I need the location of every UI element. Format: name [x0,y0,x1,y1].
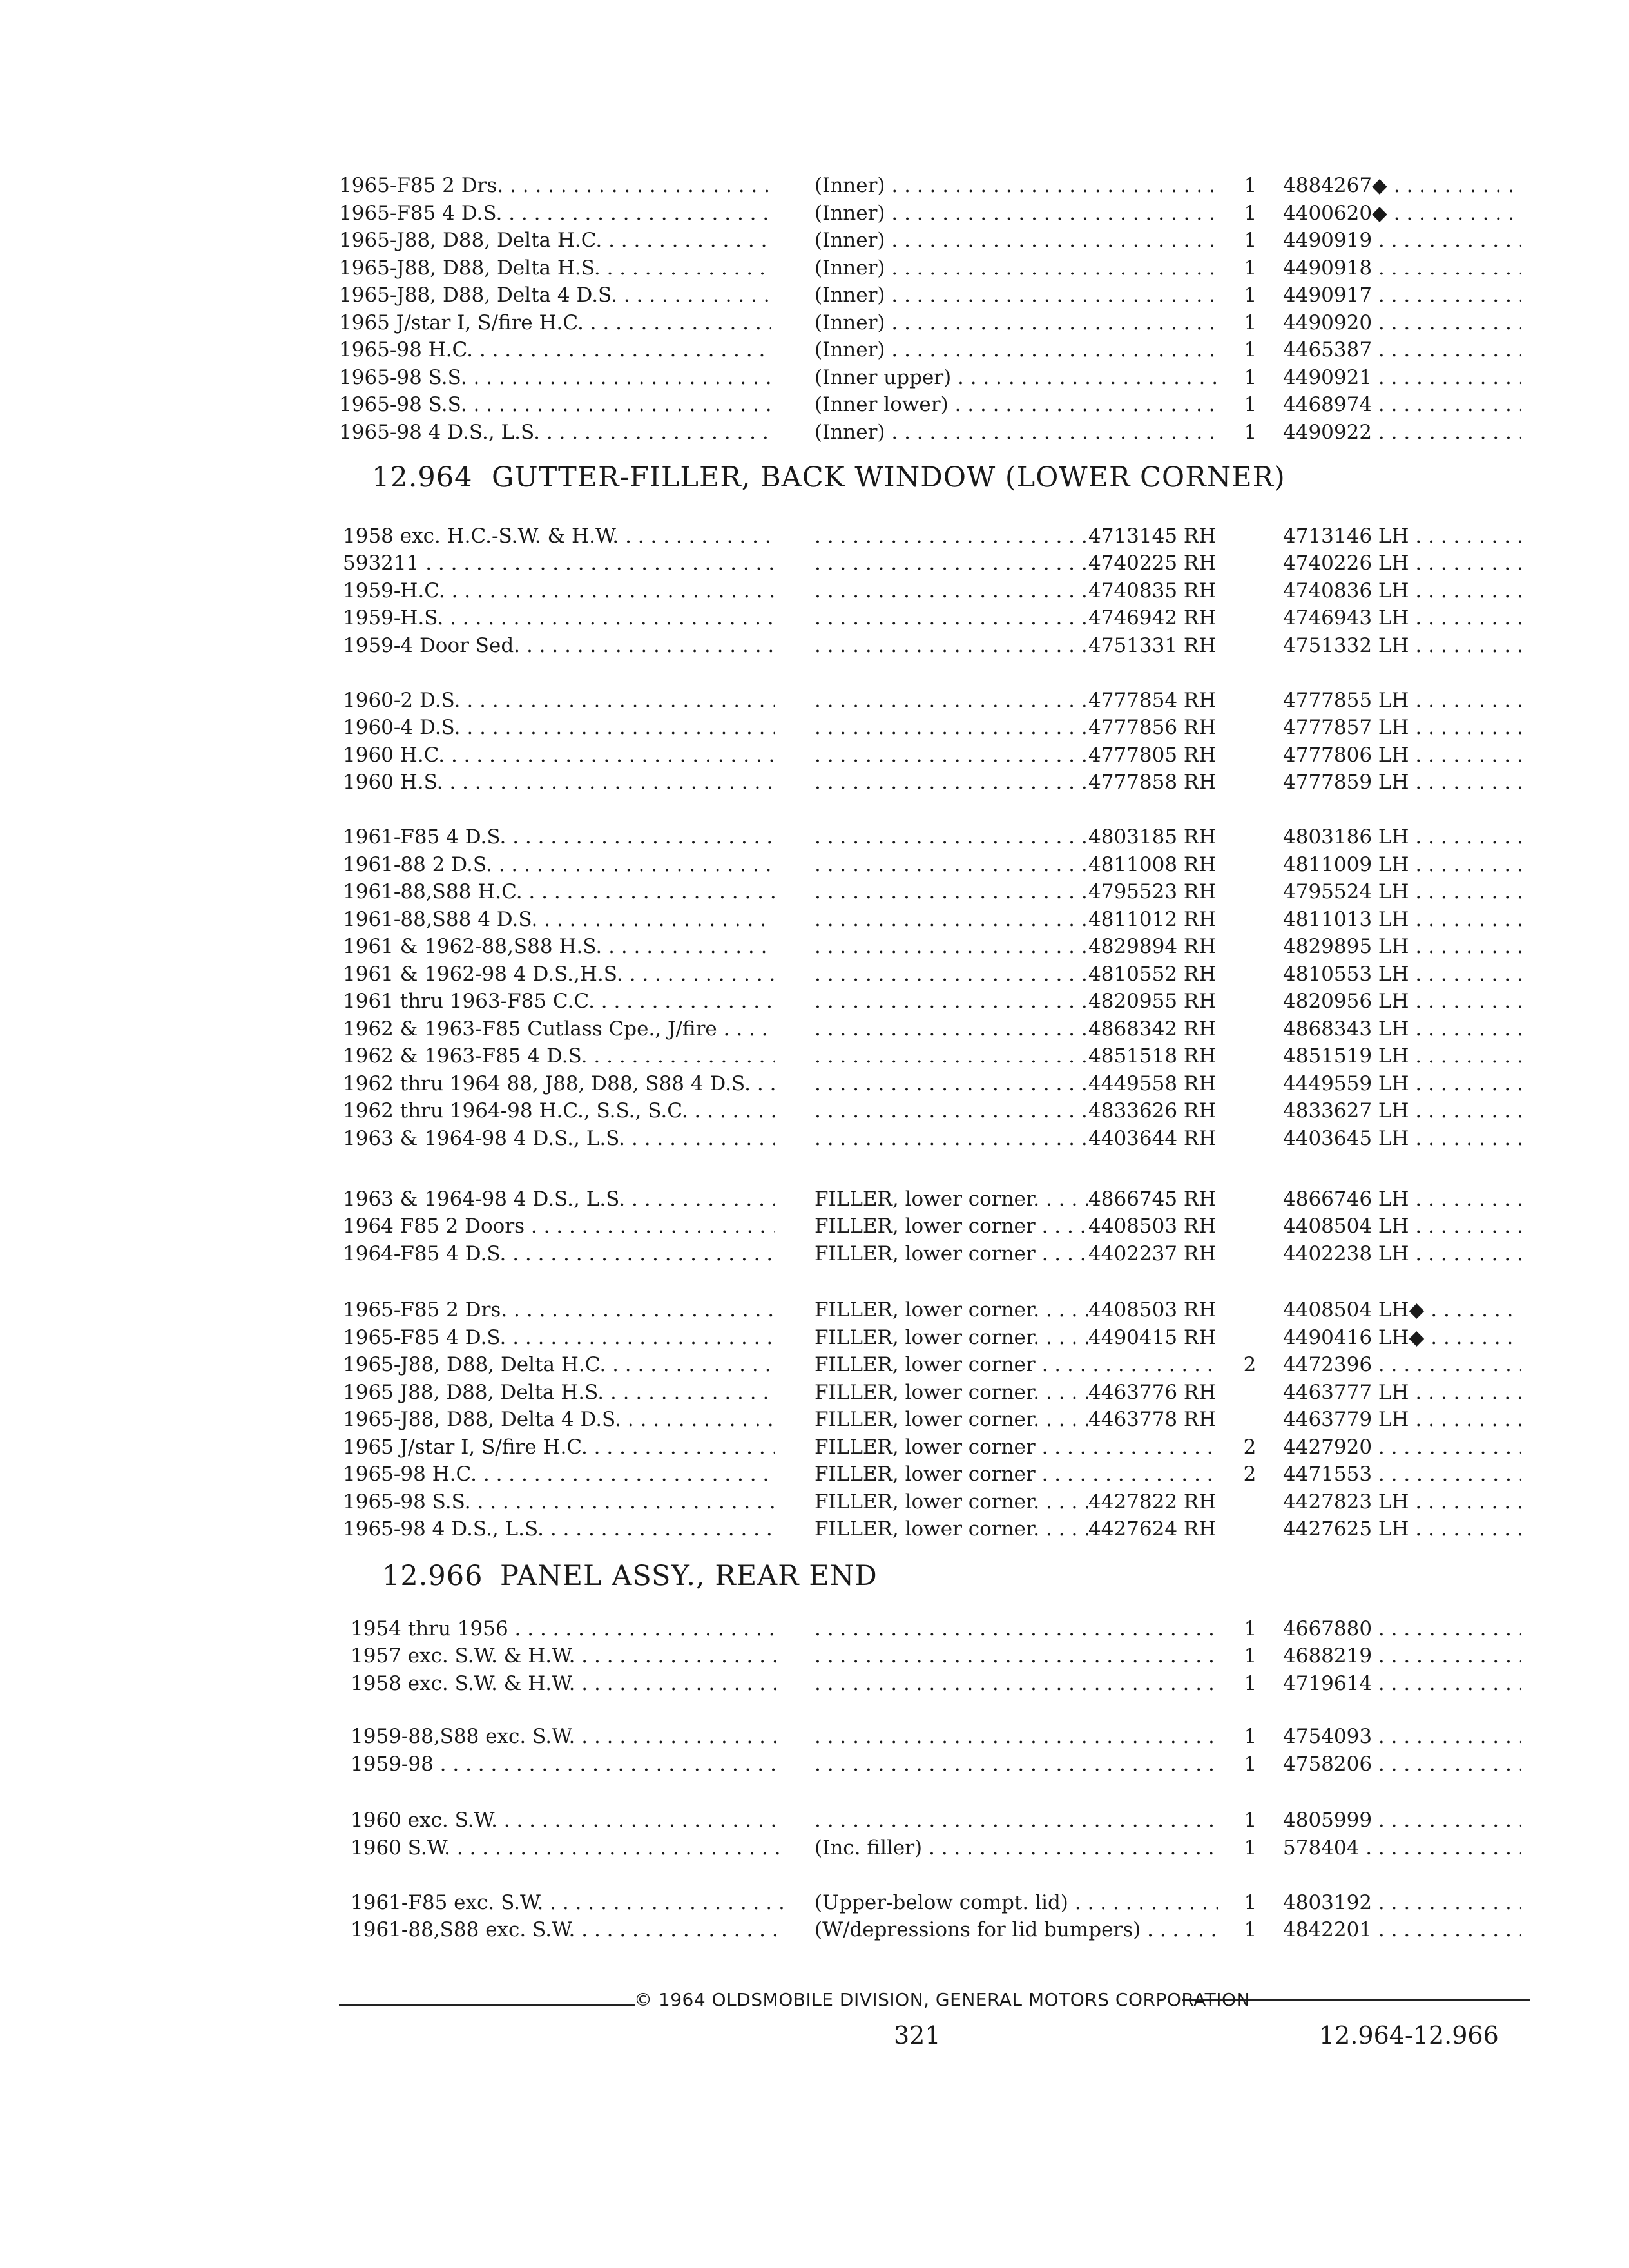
model-cell: 1961-88 2 D.S. . . . [343,850,775,879]
lh-part-number: 4408504 LH . . . [1283,1212,1521,1240]
model-cell: 1959-98 . . . [351,1750,783,1778]
section-title: GUTTER-FILLER, BACK WINDOW (LOWER CORNER) [492,461,1286,494]
table-row [343,686,1528,715]
quantity: 1 [1244,284,1257,307]
lh-part-number: 4427823 LH . . . [1283,1488,1521,1516]
rh-part-number: 4463776 RH [1088,1381,1217,1404]
table-row [343,577,1528,605]
table-row [339,363,1528,392]
lh-part-number: 4449559 LH . . . [1283,1070,1521,1098]
rh-part-number: 4490415 RH [1088,1326,1217,1349]
model-cell: 1960 H.C. . . . [343,741,775,769]
lh-part-number: 4866746 LH . . . [1283,1185,1521,1213]
model-cell: 1958 exc. H.C.-S.W. & H.W. . . . [343,522,775,550]
model-cell: 1960-2 D.S. . . . [343,686,775,715]
quantity: 1 [1244,1809,1257,1832]
table-row [351,1642,1528,1670]
table-row [339,199,1528,227]
model-cell: 1958 exc. S.W. & H.W. . . . [351,1669,783,1698]
quantity: 1 [1244,393,1257,416]
rh-part-number: 4811012 RH [1088,908,1217,931]
part-number: 4884267◆ . . . [1283,171,1521,200]
model-cell: 1961-88,S88 exc. S.W. . . . [351,1916,783,1944]
part-number: 4805999 . . . [1283,1806,1521,1834]
part-number: 4490918 . . . [1283,254,1521,282]
quantity: 2 [1243,1463,1257,1486]
part-number: 4754093 . . . [1283,1722,1521,1751]
quantity: 1 [1244,311,1257,334]
lh-part-number: 4777806 LH . . . [1283,741,1521,769]
lh-part-number: 4868343 LH . . . [1283,1015,1521,1043]
table-row [339,390,1528,419]
model-cell: 1959-H.S. . . . [343,604,775,632]
table-row [343,1070,1528,1098]
table-row [351,1888,1528,1917]
quantity: 1 [1244,1891,1257,1914]
lh-part-number: 4851519 LH . . . [1283,1042,1521,1070]
part-number: 4490919 . . . [1283,226,1521,255]
lh-part-number: 4777857 LH . . . [1283,713,1521,742]
table-row [343,987,1528,1015]
table-row [343,1350,1528,1379]
description-cell [815,1722,1218,1751]
section-range: 12.964-12.966 [1319,2021,1499,2050]
lh-part-number: 4833627 LH . . . [1283,1097,1521,1125]
lh-part-number: 4740836 LH . . . [1283,577,1521,605]
lh-part-number: 4490416 LH◆ . . . [1283,1323,1521,1352]
description-cell: (Inner) . . . [815,254,1218,282]
description-cell: FILLER, lower corner. . . . [815,1515,1088,1543]
rh-part-number: 4751331 RH [1088,634,1217,657]
lh-part-number: 4402238 LH . . . [1283,1240,1521,1268]
model-cell: 1965-98 4 D.S., L.S. . . . [339,418,771,447]
model-cell: 1962 thru 1964-98 H.C., S.S., S.C. . . . [343,1097,775,1125]
model-cell: 1959-88,S88 exc. S.W. . . . [351,1722,783,1751]
part-number: 578404 . . . [1283,1834,1521,1862]
table-row [351,1806,1528,1834]
rh-part-number: 4463778 RH [1088,1408,1217,1431]
description-cell [815,577,1088,605]
model-cell: 1959-H.C. . . . [343,577,775,605]
table-row [343,1323,1528,1352]
rh-part-number: 4795523 RH [1088,880,1217,903]
table-row [343,741,1528,769]
part-number: 4490922 . . . [1283,418,1521,447]
rh-part-number: 4777854 RH [1088,689,1217,712]
lh-part-number: 4463779 LH . . . [1283,1405,1521,1434]
part-number: 4468974 . . . [1283,390,1521,419]
model-cell: 1963 & 1964-98 4 D.S., L.S. . . . [343,1124,775,1153]
description-cell [815,1042,1088,1070]
table-row [343,1097,1528,1125]
table-row [343,604,1528,632]
rh-part-number: 4740225 RH [1088,552,1217,575]
quantity: 1 [1244,1644,1257,1667]
model-cell: 1965-98 H.C. . . . [343,1460,775,1488]
table-row [343,905,1528,934]
description-cell: (Inner lower) . . . [815,390,1218,419]
lh-part-number: 4829895 LH . . . [1283,932,1521,961]
page-number: 321 [894,2021,941,2050]
part-number: 4688219 . . . [1283,1642,1521,1670]
model-cell: 1961 thru 1963-F85 C.C. . . . [343,987,775,1015]
table-row [343,1460,1528,1488]
description-cell: (Inner) . . . [815,199,1218,227]
part-number: 4400620◆ . . . [1283,199,1521,227]
model-cell: 1965-J88, D88, Delta 4 D.S. . . . [343,1405,775,1434]
rh-part-number: 4408503 RH [1088,1298,1217,1321]
model-cell: 1964 F85 2 Doors . . . [343,1212,775,1240]
copyright-notice: © 1964 OLDSMOBILE DIVISION, GENERAL MOTORS CORPORATION [634,1989,1251,2010]
description-cell [815,1097,1088,1125]
description-cell [815,850,1088,879]
rh-part-number: 4777805 RH [1088,744,1217,767]
section-title: PANEL ASSY., REAR END [500,1560,878,1592]
lh-part-number: 4777859 LH . . . [1283,768,1521,796]
description-cell [815,1124,1088,1153]
lh-part-number: 4472396 . . . [1283,1350,1521,1379]
model-cell: 1957 exc. S.W. & H.W. . . . [351,1642,783,1670]
rh-part-number: 4740835 RH [1088,579,1217,602]
section-number: 12.966 [382,1560,483,1592]
description-cell [815,1750,1218,1778]
table-row [343,823,1528,851]
rh-part-number: 4829894 RH [1088,935,1217,958]
lh-part-number: 4811009 LH . . . [1283,850,1521,879]
lh-part-number: 4403645 LH . . . [1283,1124,1521,1153]
model-cell: 1962 & 1963-F85 Cutlass Cpe., J/fire . . . [343,1015,775,1043]
table-row [343,1212,1528,1240]
table-row [343,1433,1528,1461]
table-row [339,226,1528,255]
description-cell: FILLER, lower corner. . . . [815,1296,1088,1324]
model-cell: 1961-F85 4 D.S. . . . [343,823,775,851]
description-cell [815,932,1088,961]
description-cell [815,1642,1218,1670]
model-cell: 1954 thru 1956 . . . [351,1615,783,1643]
lh-part-number: 4408504 LH◆ . . . [1283,1296,1521,1324]
description-cell: FILLER, lower corner . . . [815,1460,1218,1488]
rh-part-number: 4713145 RH [1088,524,1217,548]
description-cell: (Inner upper) . . . [815,363,1218,392]
table-row [343,1378,1528,1407]
quantity: 1 [1244,421,1257,444]
description-cell: (Inc. filler) . . . [815,1834,1218,1862]
table-row [339,309,1528,337]
model-cell: 1960-4 D.S. . . . [343,713,775,742]
lh-part-number: 4427920 . . . [1283,1433,1521,1461]
rh-part-number: 4427822 RH [1088,1490,1217,1514]
quantity: 1 [1244,1617,1257,1640]
lh-part-number: 4811013 LH . . . [1283,905,1521,934]
rh-part-number: 4403644 RH [1088,1127,1217,1150]
part-number: 4758206 . . . [1283,1750,1521,1778]
rh-part-number: 4408503 RH [1088,1215,1217,1238]
model-cell: 1965-F85 4 D.S. . . . [339,199,771,227]
description-cell: (Inner) . . . [815,171,1218,200]
model-cell: 1965 J/star I, S/fire H.C. . . . [339,309,771,337]
part-number: 4490920 . . . [1283,309,1521,337]
rh-part-number: 4811008 RH [1088,853,1217,876]
model-cell: 1965-J88, D88, Delta H.C. . . . [339,226,771,255]
rh-part-number: 4833626 RH [1088,1099,1217,1122]
description-cell: FILLER, lower corner . . . [815,1240,1088,1268]
part-number: 4719614 . . . [1283,1669,1521,1698]
model-cell: 1965-J88, D88, Delta 4 D.S. . . . [339,281,771,309]
description-cell [815,878,1088,906]
part-number: 4803192 . . . [1283,1888,1521,1917]
section-number: 12.964 [372,461,473,494]
model-cell: 1965-98 S.S. . . . [343,1488,775,1516]
table-row [343,1296,1528,1324]
table-row [343,1015,1528,1043]
model-cell: 1965-98 S.S. . . . [339,363,771,392]
rh-part-number: 4868342 RH [1088,1017,1217,1041]
description-cell: FILLER, lower corner. . . . [815,1185,1088,1213]
description-cell [815,1015,1088,1043]
description-cell: (Inner) . . . [815,336,1218,364]
quantity: 1 [1244,202,1257,225]
lh-part-number: 4740226 LH . . . [1283,549,1521,577]
table-row [351,1834,1528,1862]
rh-part-number: 4820955 RH [1088,990,1217,1013]
description-cell [815,905,1088,934]
quantity: 2 [1243,1353,1257,1376]
table-row [343,1405,1528,1434]
table-row [343,768,1528,796]
part-number: 4842201 . . . [1283,1916,1521,1944]
lh-part-number: 4810553 LH . . . [1283,960,1521,988]
table-row [343,631,1528,660]
model-cell: 1965-F85 2 Drs. . . . [339,171,771,200]
description-cell: FILLER, lower corner . . . [815,1350,1218,1379]
description-cell: FILLER, lower corner . . . [815,1433,1218,1461]
model-cell: 1960 exc. S.W. . . . [351,1806,783,1834]
description-cell [815,549,1088,577]
model-cell: 1965-F85 4 D.S. . . . [343,1323,775,1352]
model-cell: 1965 J88, D88, Delta H.S. . . . [343,1378,775,1407]
description-cell [815,1070,1088,1098]
table-row [339,254,1528,282]
model-cell: 1963 & 1964-98 4 D.S., L.S. . . . [343,1185,775,1213]
quantity: 1 [1244,1753,1257,1776]
quantity: 1 [1244,338,1257,361]
description-cell: (Inner) . . . [815,226,1218,255]
table-row [351,1750,1528,1778]
quantity: 1 [1244,229,1257,252]
part-number: 4465387 . . . [1283,336,1521,364]
description-cell [815,631,1088,660]
model-cell: 593211 . . . [343,549,775,577]
quantity: 2 [1243,1436,1257,1459]
table-row [351,1669,1528,1698]
model-cell: 1960 H.S. . . . [343,768,775,796]
description-cell [815,522,1088,550]
table-row [343,1042,1528,1070]
description-cell: FILLER, lower corner. . . . [815,1323,1088,1352]
part-number: 4490921 . . . [1283,363,1521,392]
footer-rule-left [339,2004,635,2006]
rh-part-number: 4777858 RH [1088,771,1217,794]
lh-part-number: 4746943 LH . . . [1283,604,1521,632]
quantity: 1 [1244,1672,1257,1695]
table-row [343,1240,1528,1268]
table-row [351,1722,1528,1751]
rh-part-number: 4866745 RH [1088,1187,1217,1211]
table-row [343,932,1528,961]
description-cell [815,823,1088,851]
model-cell: 1961 & 1962-88,S88 H.S. . . . [343,932,775,961]
table-row [339,281,1528,309]
model-cell: 1961 & 1962-98 4 D.S.,H.S. . . . [343,960,775,988]
table-row [343,850,1528,879]
model-cell: 1961-88,S88 H.C. . . . [343,878,775,906]
description-cell: (Inner) . . . [815,418,1218,447]
table-row [343,1185,1528,1213]
table-row [343,1515,1528,1543]
description-cell [815,741,1088,769]
quantity: 1 [1244,174,1257,197]
description-cell [815,686,1088,715]
table-row [343,878,1528,906]
model-cell: 1965 J/star I, S/fire H.C. . . . [343,1433,775,1461]
model-cell: 1960 S.W. . . . [351,1834,783,1862]
description-cell [815,604,1088,632]
rh-part-number: 4777856 RH [1088,716,1217,739]
rh-part-number: 4746942 RH [1088,606,1217,629]
description-cell: (Inner) . . . [815,309,1218,337]
lh-part-number: 4795524 LH . . . [1283,878,1521,906]
model-cell: 1961-88,S88 4 D.S. . . . [343,905,775,934]
quantity: 1 [1244,366,1257,389]
description-cell [815,960,1088,988]
description-cell: FILLER, lower corner . . . [815,1212,1088,1240]
lh-part-number: 4777855 LH . . . [1283,686,1521,715]
table-row [351,1916,1528,1944]
table-row [343,522,1528,550]
table-row [343,713,1528,742]
quantity: 1 [1244,1918,1257,1941]
model-cell: 1965-98 4 D.S., L.S. . . . [343,1515,775,1543]
model-cell: 1965-98 H.C. . . . [339,336,771,364]
description-cell: FILLER, lower corner. . . . [815,1378,1088,1407]
lh-part-number: 4803186 LH . . . [1283,823,1521,851]
description-cell: FILLER, lower corner. . . . [815,1405,1088,1434]
table-row [343,1124,1528,1153]
description-cell: (Inner) . . . [815,281,1218,309]
description-cell [815,768,1088,796]
description-cell: FILLER, lower corner. . . . [815,1488,1088,1516]
model-cell: 1964-F85 4 D.S. . . . [343,1240,775,1268]
lh-part-number: 4820956 LH . . . [1283,987,1521,1015]
rh-part-number: 4851518 RH [1088,1044,1217,1068]
model-cell: 1965-98 S.S. . . . [339,390,771,419]
rh-part-number: 4427624 RH [1088,1517,1217,1541]
table-row [351,1615,1528,1643]
quantity: 1 [1244,1836,1257,1860]
model-cell: 1965-J88, D88, Delta H.S. . . . [339,254,771,282]
table-row [339,171,1528,200]
model-cell: 1965-J88, D88, Delta H.C. . . . [343,1350,775,1379]
rh-part-number: 4449558 RH [1088,1072,1217,1095]
quantity: 1 [1244,256,1257,280]
part-number: 4667880 . . . [1283,1615,1521,1643]
description-cell: (W/depressions for lid bumpers) . . . [815,1916,1218,1944]
lh-part-number: 4713146 LH . . . [1283,522,1521,550]
description-cell [815,713,1088,742]
table-row [339,336,1528,364]
rh-part-number: 4402237 RH [1088,1242,1217,1265]
description-cell [815,1806,1218,1834]
table-row [339,418,1528,447]
description-cell [815,987,1088,1015]
part-number: 4490917 . . . [1283,281,1521,309]
model-cell: 1962 thru 1964 88, J88, D88, S88 4 D.S. . . . [343,1070,775,1098]
lh-part-number: 4463777 LH . . . [1283,1378,1521,1407]
lh-part-number: 4751332 LH . . . [1283,631,1521,660]
table-row [343,549,1528,577]
model-cell: 1962 & 1963-F85 4 D.S. . . . [343,1042,775,1070]
quantity: 1 [1244,1725,1257,1748]
rh-part-number: 4803185 RH [1088,825,1217,849]
table-row [343,960,1528,988]
description-cell [815,1615,1218,1643]
description-cell [815,1669,1218,1698]
table-row [343,1488,1528,1516]
model-cell: 1961-F85 exc. S.W. . . . [351,1888,783,1917]
rh-part-number: 4810552 RH [1088,963,1217,986]
lh-part-number: 4427625 LH . . . [1283,1515,1521,1543]
model-cell: 1959-4 Door Sed. . . . [343,631,775,660]
description-cell: (Upper-below compt. lid) . . . [815,1888,1218,1917]
lh-part-number: 4471553 . . . [1283,1460,1521,1488]
model-cell: 1965-F85 2 Drs. . . . [343,1296,775,1324]
